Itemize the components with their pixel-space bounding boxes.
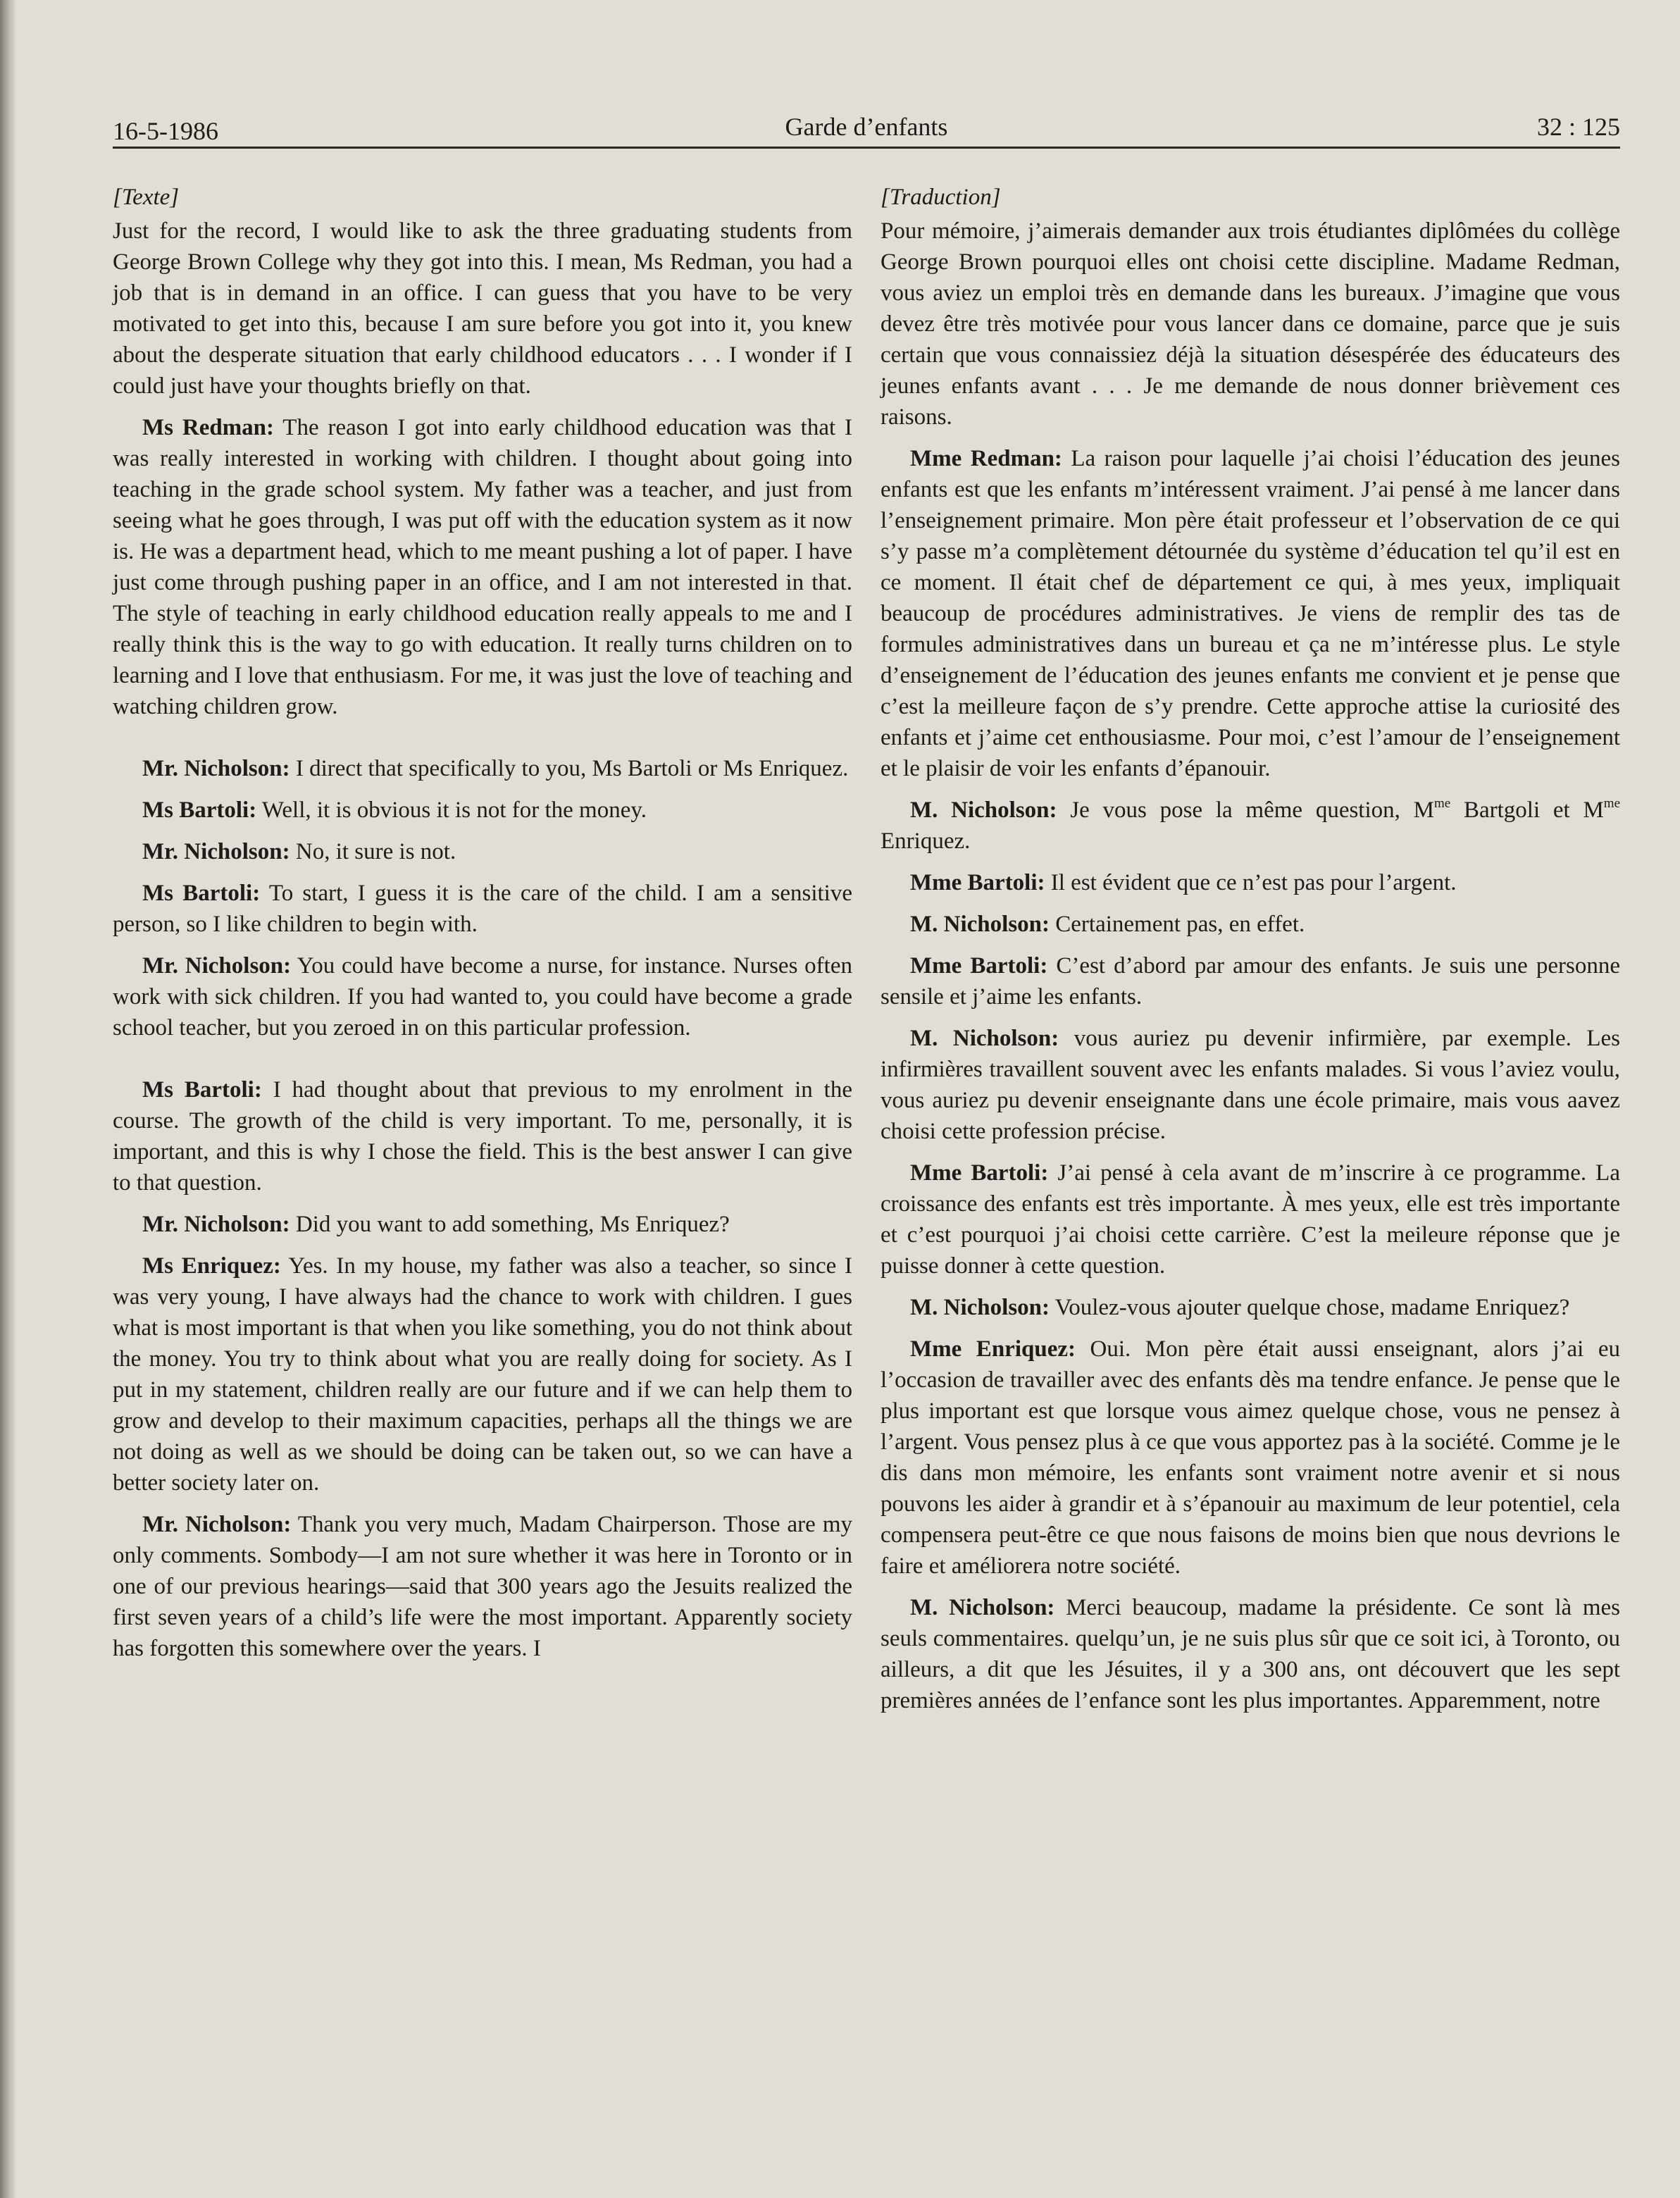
- speech-text: I direct that specifically to you, Ms Bartoli or Ms Enriquez.: [290, 756, 849, 781]
- speech-text: Il est évident que ce n’est pas pour l’argent.: [1045, 870, 1457, 895]
- intro-paragraph: Pour mémoire, j’aimerais demander aux trois étudiantes diplômées du collège George Brown pourquoi elles ont choisi cette discipline. Madame Redman, vous aviez un emploi très en demande dans les bureaux. J’imagine que vous devez être très motivée pour vous lancer dans ce domaine, parce que je suis certain que vous connaissiez déjà la situation désespérée des éducateurs des jeunes enfants avant . . . Je me demande de nous donner brièvement ces raisons.: [881, 218, 1620, 430]
- speech-text: Yes. In my house, my father was also a teacher, so since I was very young, I have always had the chance to work with children. I gues what is most important is that when you like something, you do not think about the money. You try to think about what you are really doing for society. As I put in my statement, children really are our future and if we can help them to grow and develop to their maximum capacities, perhaps all the things we are not doing as well as we should be doing can be taken out, so we can have a better society later on.: [113, 1253, 852, 1496]
- header-rule: [113, 147, 1620, 149]
- speech-paragraph: [113, 1209, 852, 1240]
- speech-text: I had thought about that previous to my enrolment in the course. The growth of the child is very important. To me, personally, it is important, and this is why I chose the field. This is the best answer I can give to that question.: [113, 1077, 852, 1196]
- french-column: [881, 182, 1620, 1727]
- speech-paragraph: [113, 1074, 852, 1198]
- header-page-number: 32 : 125: [1536, 113, 1620, 141]
- intro-paragraph: Just for the record, I would like to ask the three graduating students from George Brown College why they got into this. I mean, Ms Redman, you had a job that is in demand in an office. I can guess that you have to be very motivated to get into this, because I am sure before you got into it, you knew about the desperate situation that early childhood educators . . . I wonder if I could just have your thoughts briefly on that.: [113, 218, 852, 399]
- speech-text: No, it sure is not.: [290, 839, 456, 864]
- speech-paragraph: [113, 878, 852, 940]
- speaker-name: Mme Bartoli:: [910, 1160, 1049, 1186]
- speech-paragraph: [113, 1509, 852, 1664]
- speech-text: Bartgoli et M: [1450, 797, 1604, 823]
- speech-text: The reason I got into early childhood education was that I was really interested in working with children. I thought about going into teaching in the grade school system. My father was a teacher, and just from seeing what he goes through, I was put off with the education system as it now is. He was a department head, which to me meant pushing a lot of paper. I have just come through pushing paper in an office, and I am not interested in that. The style of teaching in early childhood education really appeals to me and I really think this is the way to go with education. It really turns children on to learning and I love that enthusiasm. For me, it was just the love of teaching and watching children grow.: [113, 415, 852, 719]
- speech-paragraph: [881, 909, 1620, 940]
- speech-text: La raison pour laquelle j’ai choisi l’éducation des jeunes enfants est que les enfants m’intéressent vraiment. J’ai pensé à me lancer dans l’enseignement primaire. Mon père était professeur et l’observation de ce qui s’y passe m’a complètement détournée du système d’éducation tel qu’il est en ce moment. Il était chef de département ce qui, à mes yeux, impliquait beaucoup de procédures administratives. Je viens de remplir des tas de formules administratives dans un bureau et ça ne m’intéresse plus. Le style d’enseignement de l’éducation des jeunes enfants me convient et je pense que c’est la meilleure façon de s’y prendre. Cette approche attise la curiosité des enfants et j’aime cet enthousiasme. Pour moi, c’est l’amour de l’enseignement et le plaisir de voir les enfants d’épanouir.: [881, 446, 1621, 781]
- speech-paragraph: [113, 1250, 852, 1498]
- label-text: Traduction: [889, 185, 992, 210]
- label-bracket-close: ]: [170, 185, 180, 210]
- header-title: Garde d’enfants: [785, 113, 948, 141]
- speech-paragraph: [113, 950, 852, 1043]
- speech-paragraph: [881, 1592, 1620, 1716]
- speech-text: To start, I guess it is the care of the child. I am a sensitive person, so I like children to begin with.: [113, 881, 852, 937]
- english-column: [113, 182, 852, 1675]
- section-label: [881, 182, 1620, 213]
- speaker-name: Ms Enriquez:: [142, 1253, 281, 1279]
- label-bracket-open: [: [881, 185, 890, 210]
- label-text: Texte: [121, 185, 170, 210]
- speaker-name: M. Nicholson:: [910, 912, 1050, 937]
- speech-paragraph: [881, 443, 1620, 784]
- speaker-name: M. Nicholson:: [910, 797, 1057, 823]
- speech-text: Enriquez.: [881, 828, 971, 854]
- speaker-name: Mme Redman:: [910, 446, 1062, 471]
- speaker-name: Mr. Nicholson:: [142, 953, 292, 979]
- speech-text: You could have become a nurse, for instance. Nurses often work with sick children. If you had wanted to, you could have become a grade school teacher, but you zeroed in on this particular profession.: [113, 953, 852, 1041]
- speaker-name: Ms Bartoli:: [142, 881, 261, 906]
- speech-text: Je vous pose la même question, M: [1057, 797, 1434, 823]
- speech-text: J’ai pensé à cela avant de m’inscrire à ce programme. La croissance des enfants est très importante. À mes yeux, elle est très importante et c’est pourquoi j’ai choisi cette carrière. C’est la meileure réponse que je puisse donner à cette question.: [881, 1160, 1620, 1279]
- title-superscript: me: [1603, 796, 1621, 811]
- label-bracket-close: ]: [991, 185, 1001, 210]
- speaker-name: Ms Bartoli:: [142, 797, 257, 823]
- speech-paragraph: [881, 795, 1620, 857]
- speaker-name: M. Nicholson:: [910, 1295, 1050, 1320]
- page-header: [113, 106, 1620, 148]
- speech-text: Did you want to add something, Ms Enriquez?: [290, 1212, 730, 1237]
- speaker-name: Mr. Nicholson:: [142, 756, 290, 781]
- speech-paragraph: [881, 1023, 1620, 1147]
- speech-text: Thank you very much, Madam Chairperson. Those are my only comments. Sombody—I am not sure whether it was here in Toronto or in one of our previous hearings—said that 300 years ago the Jesuits realized the first seven years of a child’s life were the most important. Apparently society has forgotten this somewhere over the years. I: [113, 1512, 852, 1661]
- speech-paragraph: [881, 950, 1620, 1012]
- speaker-name: Ms Bartoli:: [142, 1077, 262, 1103]
- speech-text: Certainement pas, en effet.: [1050, 912, 1305, 937]
- section-label: [113, 182, 852, 213]
- speaker-name: Ms Redman:: [142, 415, 275, 440]
- speaker-name: Mr. Nicholson:: [142, 1512, 292, 1537]
- speech-paragraph: [881, 1157, 1620, 1281]
- header-date: 16-5-1986: [113, 117, 218, 145]
- label-bracket-open: [: [113, 185, 122, 210]
- speaker-name: M. Nicholson:: [910, 1026, 1059, 1051]
- speech-paragraph: [113, 795, 852, 826]
- speech-paragraph: [881, 867, 1620, 898]
- speaker-name: M. Nicholson:: [910, 1595, 1055, 1620]
- speech-text: vous auriez pu devenir infirmière, par exemple. Les infirmières travaillent souvent avec les enfants malades. Si vous l’aviez voulu, vous auriez pu devenir enseignante dans une école primaire, mais vous aavez choisi cette profession précise.: [881, 1026, 1620, 1144]
- speech-paragraph: [113, 753, 852, 784]
- speech-paragraph: [113, 412, 852, 722]
- speech-text: Voulez-vous ajouter quelque chose, madame Enriquez?: [1050, 1295, 1570, 1320]
- speech-paragraph: [881, 1292, 1620, 1323]
- speech-text: C’est d’abord par amour des enfants. Je suis une personne sensile et j’aime les enfants.: [881, 953, 1620, 1010]
- title-superscript: me: [1434, 796, 1451, 811]
- speaker-name: Mme Bartoli:: [910, 870, 1045, 895]
- speech-text: Merci beaucoup, madame la présidente. Ce sont là mes seuls commentaires. quelqu’un, je ne suis plus sûr que ce soit ici, à Toronto, ou ailleurs, a dit que les Jésuites, il y a 300 ans, ont découvert que les sept premières années de l’enfance sont les plus importantes. Apparemment, notre: [881, 1595, 1620, 1713]
- speaker-name: Mr. Nicholson:: [142, 839, 290, 864]
- speech-paragraph: [113, 836, 852, 867]
- speech-text: Well, it is obvious it is not for the money.: [256, 797, 647, 823]
- speech-paragraph: [881, 1334, 1620, 1582]
- speech-text: Oui. Mon père était aussi enseignant, alors j’ai eu l’occasion de travailler avec des enfants dès ma tendre enfance. Je pense que le plus important est que lorsque vous aimez quelque chose, vous ne pensez à l’argent. Vous pensez plus à ce que vous apportez pas à la société. Comme je le dis dans mon mémoire, les enfants sont vraiment notre avenir et si nous pouvons les aider à grandir et à s’épanouir au maximum de leur potentiel, cela compensera peut-être ce que nous faisons de moins bien que nous devrions le faire et améliorera notre société.: [881, 1336, 1621, 1579]
- speaker-name: Mme Enriquez:: [910, 1336, 1076, 1362]
- speaker-name: Mr. Nicholson:: [142, 1212, 290, 1237]
- page-edge: [0, 0, 17, 2198]
- speaker-name: Mme Bartoli:: [910, 953, 1048, 979]
